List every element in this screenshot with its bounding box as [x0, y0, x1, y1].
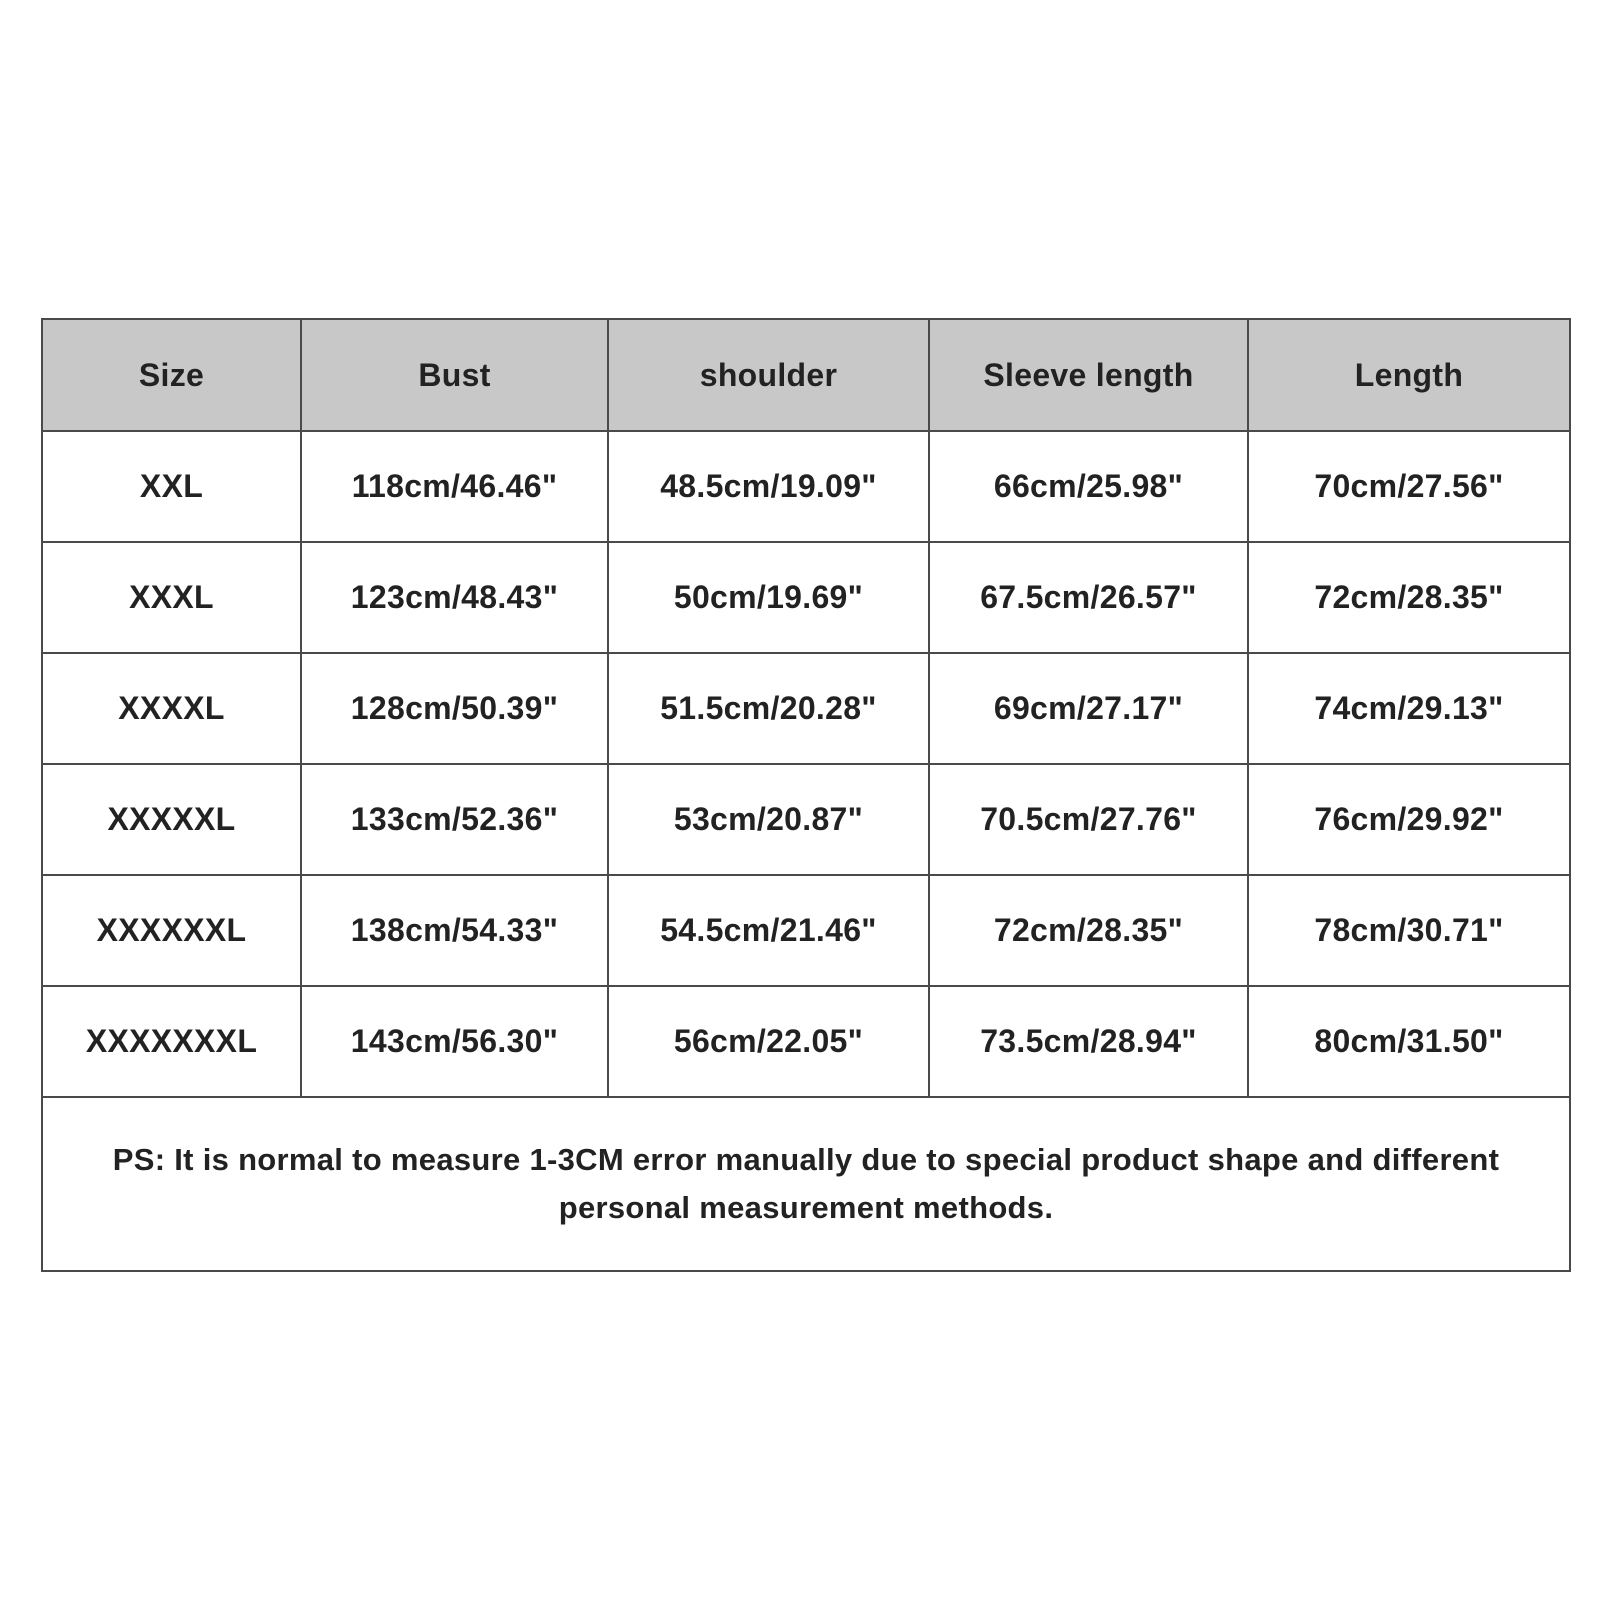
- cell-length: 78cm/30.71": [1248, 875, 1570, 986]
- cell-bust: 138cm/54.33": [301, 875, 608, 986]
- cell-sleeve-length: 72cm/28.35": [929, 875, 1248, 986]
- cell-size: XXXXL: [42, 653, 301, 764]
- cell-sleeve-length: 66cm/25.98": [929, 431, 1248, 542]
- cell-shoulder: 54.5cm/21.46": [608, 875, 929, 986]
- cell-length: 74cm/29.13": [1248, 653, 1570, 764]
- cell-size: XXL: [42, 431, 301, 542]
- cell-length: 72cm/28.35": [1248, 542, 1570, 653]
- cell-shoulder: 53cm/20.87": [608, 764, 929, 875]
- cell-sleeve-length: 70.5cm/27.76": [929, 764, 1248, 875]
- cell-bust: 133cm/52.36": [301, 764, 608, 875]
- cell-size: XXXXXL: [42, 764, 301, 875]
- cell-shoulder: 56cm/22.05": [608, 986, 929, 1097]
- table-row: [42, 986, 1570, 1097]
- header-bust: Bust: [301, 319, 608, 431]
- cell-sleeve-length: 73.5cm/28.94": [929, 986, 1248, 1097]
- header-sleeve-length: Sleeve length: [929, 319, 1248, 431]
- measurement-note: PS: It is normal to measure 1-3CM error manually due to special product shape and different personal measurement methods.: [42, 1097, 1570, 1271]
- cell-length: 80cm/31.50": [1248, 986, 1570, 1097]
- header-shoulder: shoulder: [608, 319, 929, 431]
- cell-length: 76cm/29.92": [1248, 764, 1570, 875]
- table-row: [42, 875, 1570, 986]
- table-body: [42, 431, 1570, 1097]
- cell-sleeve-length: 67.5cm/26.57": [929, 542, 1248, 653]
- cell-shoulder: 48.5cm/19.09": [608, 431, 929, 542]
- cell-size: XXXXXXXL: [42, 986, 301, 1097]
- cell-sleeve-length: 69cm/27.17": [929, 653, 1248, 764]
- header-row: [42, 319, 1570, 431]
- cell-length: 70cm/27.56": [1248, 431, 1570, 542]
- cell-bust: 128cm/50.39": [301, 653, 608, 764]
- cell-bust: 118cm/46.46": [301, 431, 608, 542]
- table-row: [42, 764, 1570, 875]
- size-chart-table: [41, 318, 1571, 1272]
- cell-shoulder: 50cm/19.69": [608, 542, 929, 653]
- note-row: [42, 1097, 1570, 1271]
- cell-bust: 123cm/48.43": [301, 542, 608, 653]
- table-footer: [42, 1097, 1570, 1271]
- table-header: [42, 319, 1570, 431]
- table-row: [42, 653, 1570, 764]
- cell-shoulder: 51.5cm/20.28": [608, 653, 929, 764]
- cell-size: XXXXXXL: [42, 875, 301, 986]
- table-row: [42, 542, 1570, 653]
- header-length: Length: [1248, 319, 1570, 431]
- header-size: Size: [42, 319, 301, 431]
- cell-bust: 143cm/56.30": [301, 986, 608, 1097]
- cell-size: XXXL: [42, 542, 301, 653]
- table-row: [42, 431, 1570, 542]
